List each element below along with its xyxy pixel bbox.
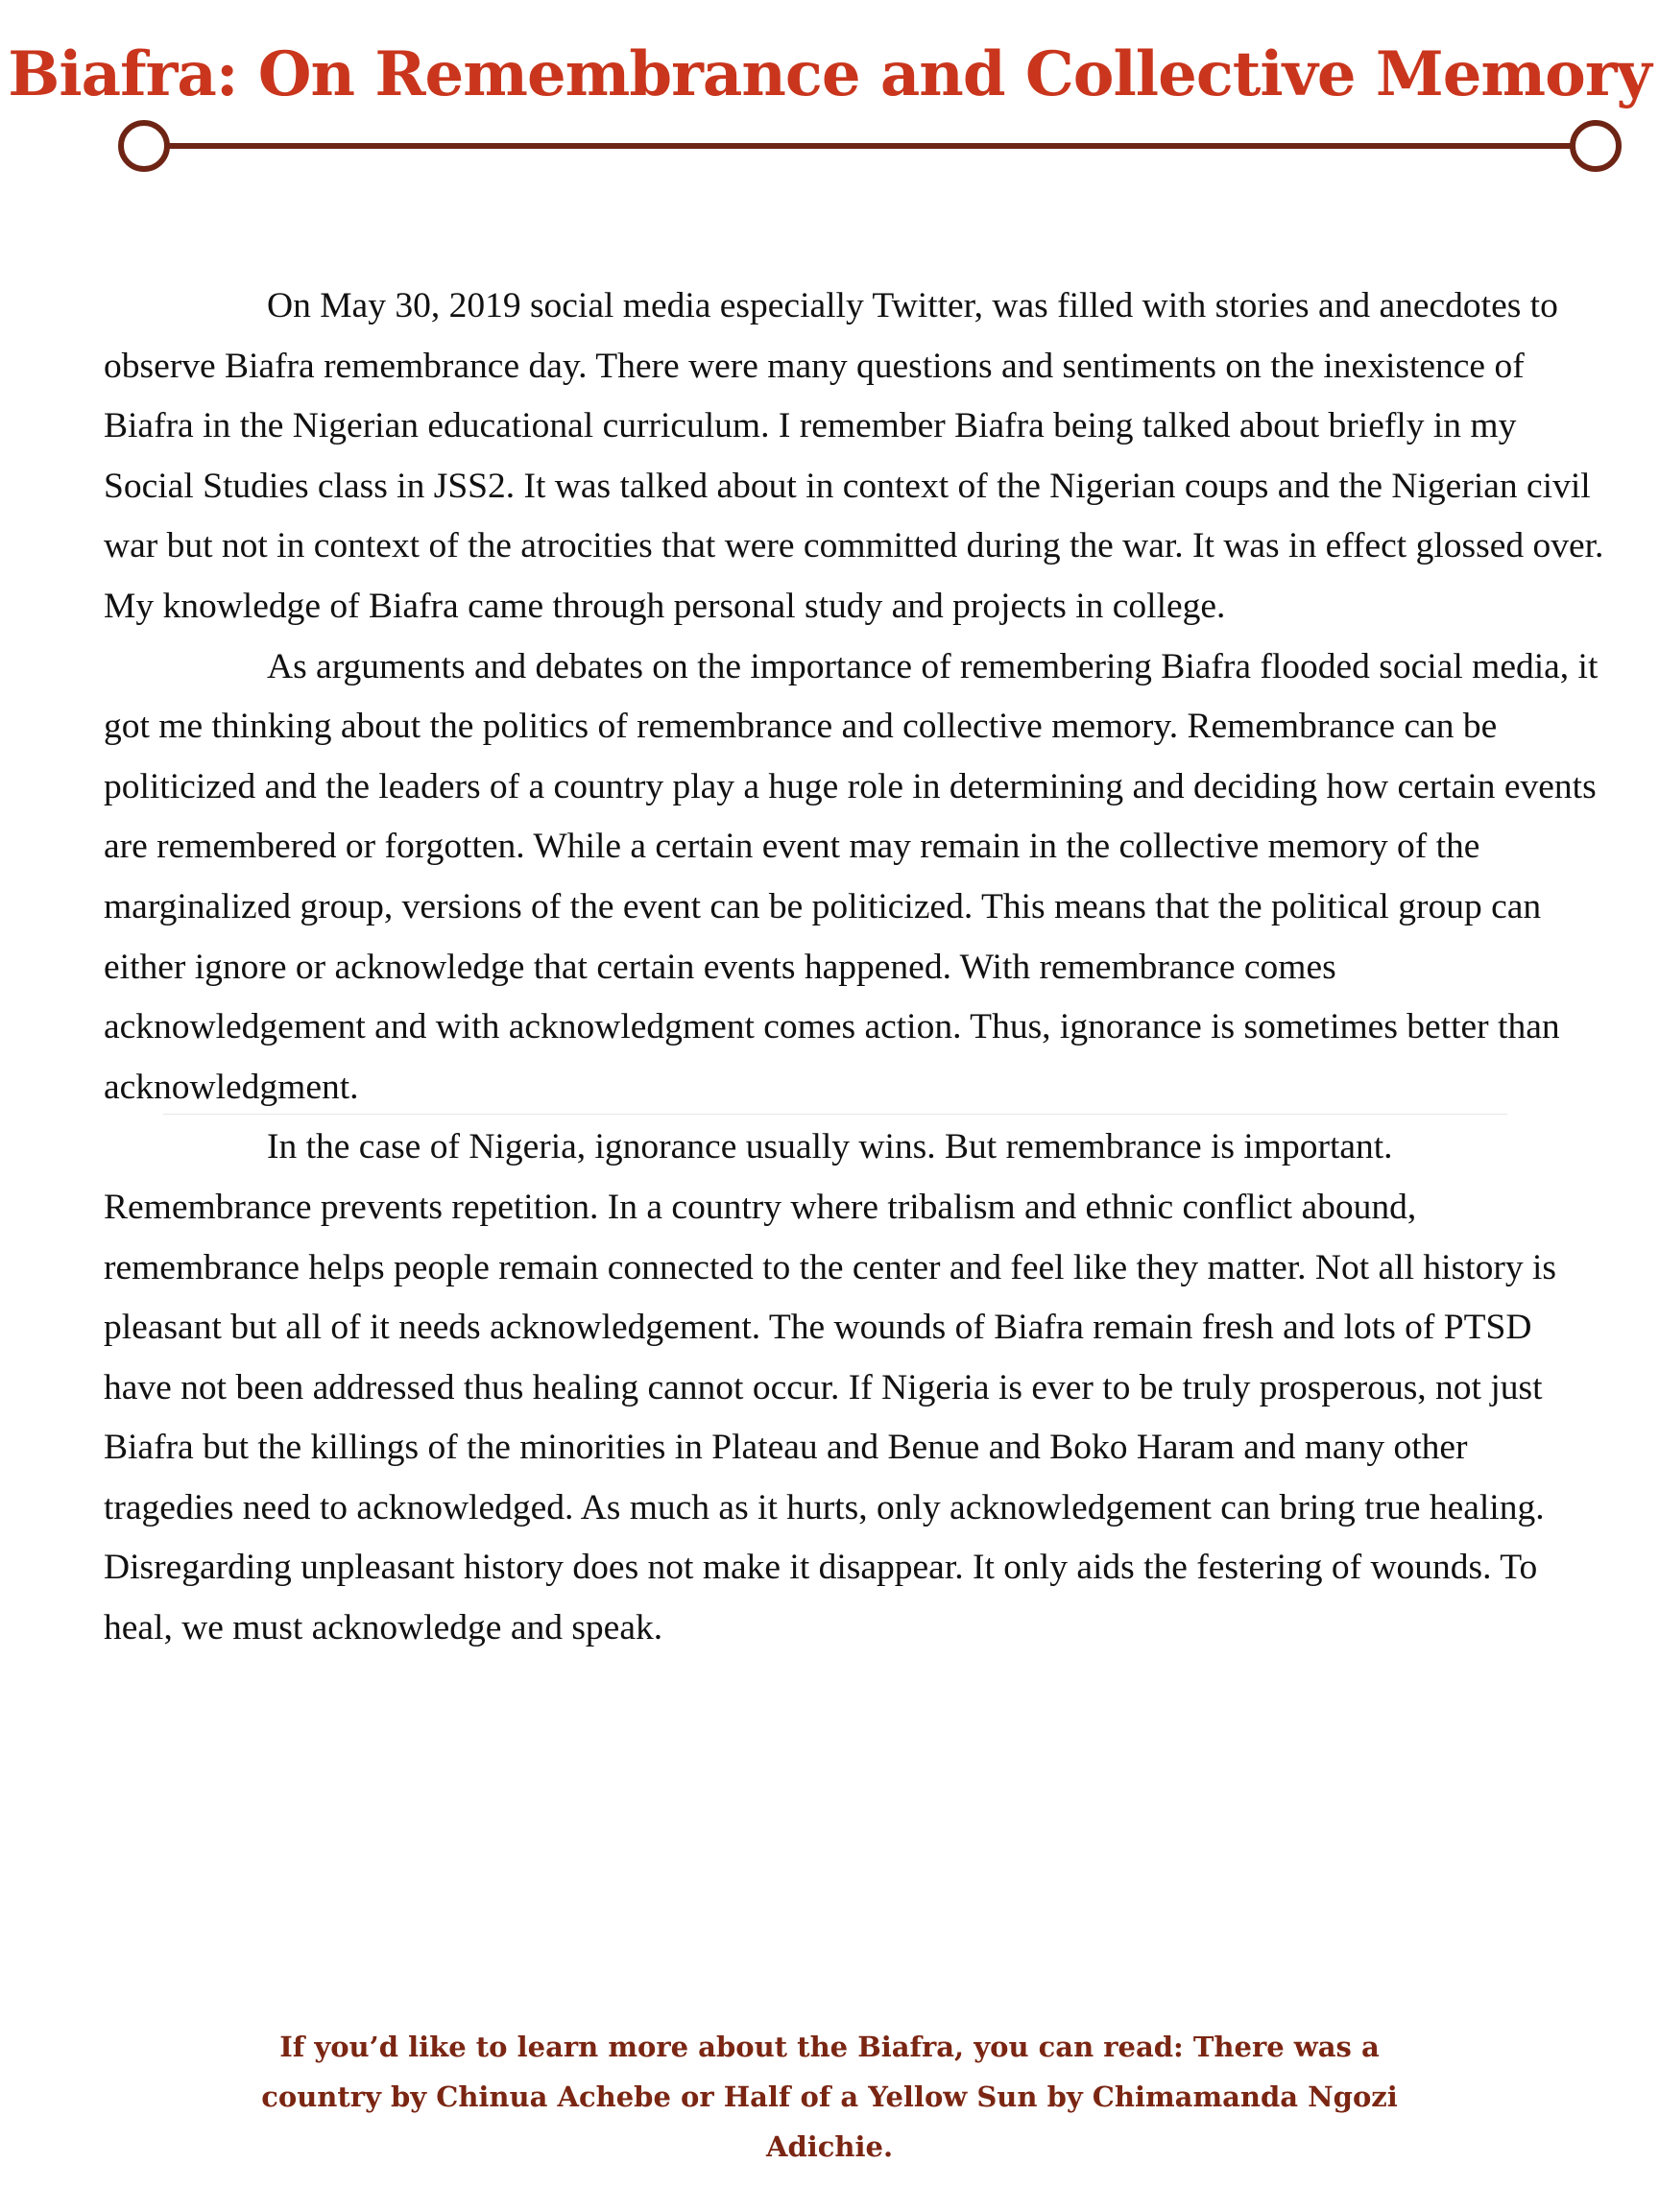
divider-right-ring	[1573, 123, 1619, 169]
title-divider	[111, 115, 1628, 173]
faint-divider	[163, 1114, 1507, 1115]
paragraph-2: As arguments and debates on the importance of remembering Biafra flooded social media, it got me thinking about the politics of remembrance and collective memory. Remembrance can be politicized and the leaders of a country play a huge role in determining and deciding how certain events are remembered or forgotten. While a certain event may remain in the collective memory of the marginalized group, versions of the event can be politicized. This means that the political group can either ignore or acknowledge that certain events happened. With remembrance comes acknowledgement and with acknowledgment comes action. Thus, ignorance is sometimes better than acknowledgment.	[104, 646, 1599, 1107]
article-body	[104, 276, 1605, 1659]
paragraph-3: In the case of Nigeria, ignorance usually wins. But remembrance is important. Remembrance prevents repetition. In a country where tribalism and ethnic conflict abound, remembrance helps people remain connected to the center and feel like they matter. Not all history is pleasant but all of it needs acknowledgement. The wounds of Biafra remain fresh and lots of PTSD have not been addressed thus healing cannot occur. If Nigeria is ever to be truly prosperous, not just Biafra but the killings of the minorities in Plateau and Benue and Boko Haram and many other tragedies need to acknowledged. As much as it hurts, only acknowledgement can bring true healing. Disregarding unpleasant history does not make it disappear. It only aids the festering of wounds. To heal, we must acknowledge and speak.	[104, 1127, 1556, 1648]
page-title: Biafra: On Remembrance and Collective Memory	[8, 38, 1651, 110]
reading-recommendation: If you’d like to learn more about the Biafra, you can read: There was a country by Chinua Achebe or Half of a Yellow Sun by Chimamanda Ngozi Adichie.	[261, 2031, 1398, 2163]
divider-left-ring	[121, 123, 167, 169]
paragraph-1: On May 30, 2019 social media especially Twitter, was filled with stories and anecdotes to observe Biafra remembrance day. There were many questions and sentiments on the inexistence of Biafra in the Nigerian educational curriculum. I remember Biafra being talked about briefly in my Social Studies class in JSS2. It was talked about in context of the Nigerian coups and the Nigerian civil war but not in context of the atrocities that were committed during the war. It was in effect glossed over. My knowledge of Biafra came through personal study and projects in college.	[104, 286, 1604, 626]
